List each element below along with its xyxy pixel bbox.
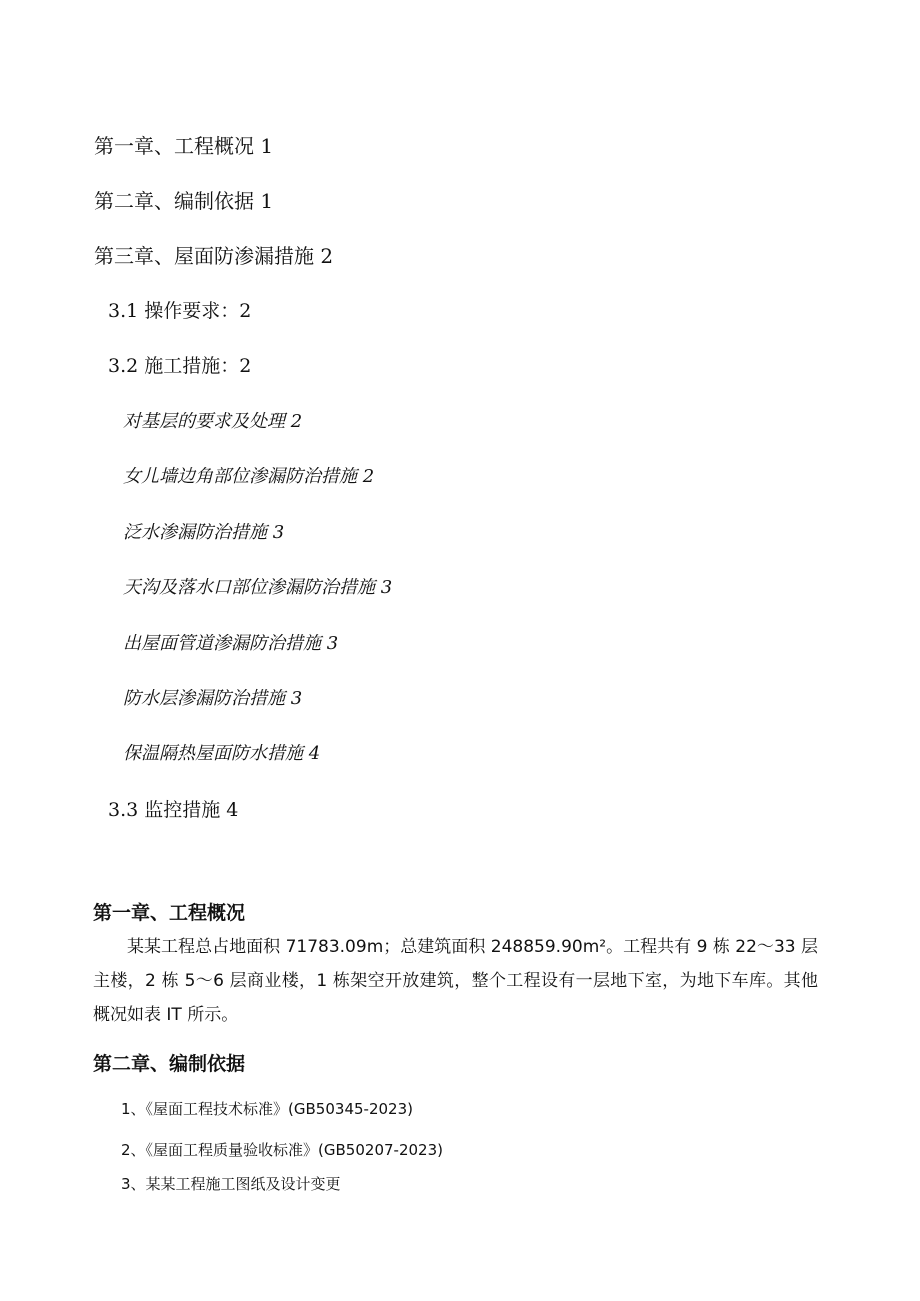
toc-entry-chapter-2[interactable]: 第二章、编制依据 1	[94, 189, 274, 213]
reference-item-2: 2、《屋面工程质量验收标准》(GB50207-2023)	[121, 1141, 443, 1159]
toc-entry-insulated-roof[interactable]: 保温隔热屋面防水措施 4	[123, 743, 321, 764]
toc-entry-3-1[interactable]: 3.1 操作要求：2	[108, 300, 252, 322]
toc-entry-chapter-1[interactable]: 第一章、工程概况 1	[94, 134, 274, 158]
toc-entry-flashing[interactable]: 泛水渗漏防治措施 3	[123, 522, 285, 543]
reference-item-1: 1、《屋面工程技术标准》(GB50345-2023)	[121, 1100, 413, 1118]
chapter-1-paragraph: 某某工程总占地面积 71783.09m；总建筑面积 248859.90m²。工程共有 9 栋 22～33 层主楼，2 栋 5～6 层商业楼，1 栋架空开放建筑，整个工程设有一层地下室，为地下车库。其他概况如表 IT 所示。	[93, 937, 818, 1025]
toc-entry-3-3[interactable]: 3.3 监控措施 4	[108, 799, 239, 821]
toc-entry-roof-pipe[interactable]: 出屋面管道渗漏防治措施 3	[123, 633, 339, 654]
reference-item-3: 3、某某工程施工图纸及设计变更	[121, 1175, 341, 1193]
toc-entry-waterproof-layer[interactable]: 防水层渗漏防治措施 3	[123, 688, 303, 709]
toc-entry-base-layer[interactable]: 对基层的要求及处理 2	[123, 411, 303, 432]
chapter-1-heading: 第一章、工程概况	[93, 902, 246, 924]
toc-entry-parapet[interactable]: 女儿墙边角部位渗漏防治措施 2	[123, 466, 375, 487]
toc-entry-chapter-3[interactable]: 第三章、屋面防渗漏措施 2	[94, 244, 334, 268]
toc-entry-gutter-drain[interactable]: 天沟及落水口部位渗漏防治措施 3	[123, 577, 393, 598]
toc-entry-3-2[interactable]: 3.2 施工措施：2	[108, 355, 252, 377]
chapter-2-heading: 第二章、编制依据	[93, 1053, 246, 1075]
